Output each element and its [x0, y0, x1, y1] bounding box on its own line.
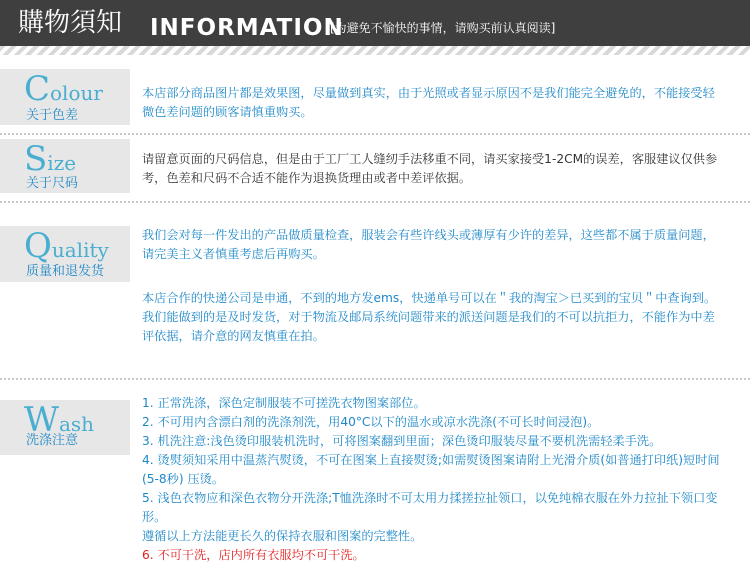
wash-item: 1. 正常洗涤，深色定制服装不可搓洗衣物图案部位。: [142, 396, 426, 410]
quality-label-box: [0, 226, 130, 282]
size-text: 请留意页面的尺码信息，但是由于工厂工人缝纫手法移重不同，请买家接受1-2CM的误差，客服建议仅供参考，色差和尺码不合适不能作为退换货理由或者中差评依据。: [142, 152, 718, 185]
wash-item: 4. 烫熨须知采用中温蒸汽熨烫，不可在图案上直接熨烫;如需熨烫图案请附上光滑介质(如普通打印纸)短时间(5-8秒) 压烫。: [142, 453, 720, 486]
size-label-box: [0, 139, 130, 193]
wash-item: 5. 浅色衣物应和深色衣物分开洗涤;T恤洗涤时不可太用力揉搓拉扯领口，以免纯棉衣服在外力拉扯下领口变形。: [142, 491, 718, 524]
colour-text: 本店部分商品图片都是效果图，尽量做到真实，由于光照或者显示原因不是我们能完全避免的，不能接受轻微色差问题的顾客请慎重购买。: [142, 86, 715, 119]
no-dry-clean-warning: 6. 不可干洗，店内所有衣服均不可干洗。: [142, 548, 365, 562]
shipping-text: 本店合作的快递公司是申通，不到的地方发ems，快递单号可以在＂我的淘宝＞已买到的宝贝＂中查询到。我们能做到的是及时发货，对于物流及邮局系统问题带来的派送问题是我们的不可以抗拒力，不能作为中差评依据，请介意的网友慎重在拍。: [142, 291, 717, 343]
wash-item: 2. 不可用内含漂白剂的洗涤剂洗，用40°C以下的温水或凉水洗涤(不可长时间浸泡)。: [142, 415, 600, 429]
header-title-en: INFORMATION: [150, 15, 344, 41]
wash-instructions: [142, 394, 722, 565]
divider: [0, 378, 750, 380]
divider: [0, 201, 750, 203]
header-stripe: [0, 46, 750, 55]
divider: [0, 133, 750, 135]
wash-label-en: Wash: [24, 400, 95, 440]
header-note: [为避免不愉快的事情，请购买前认真阅读]: [330, 21, 556, 35]
size-label-cn: 关于尺码: [26, 176, 79, 191]
colour-label-cn: 关于色差: [26, 108, 79, 123]
header-title-cn: 購物須知: [18, 8, 123, 38]
colour-label-en: Colour: [24, 69, 103, 109]
size-label-en: Size: [24, 139, 77, 179]
colour-label-box: [0, 69, 130, 125]
wash-summary: 遵循以上方法能更长久的保持衣服和图案的完整性。: [142, 529, 423, 543]
quality-label-cn: 质量和退发货: [26, 264, 105, 279]
quality-label-en: Quality: [24, 226, 109, 266]
wash-label-cn: 洗涤注意: [26, 433, 79, 448]
quality-text: 我们会对每一件发出的产品做质量检查，服装会有些许线头或薄厚有少许的差异，这些都不属于质量问题，请完美主义者慎重考虑后再购买。: [142, 228, 715, 261]
header-bar: [0, 0, 750, 46]
wash-label-box: [0, 400, 130, 455]
wash-item: 3. 机洗注意:浅色烫印服装机洗时，可将图案翻到里面；深色烫印服装尽量不要机洗需轻柔手洗。: [142, 434, 662, 448]
